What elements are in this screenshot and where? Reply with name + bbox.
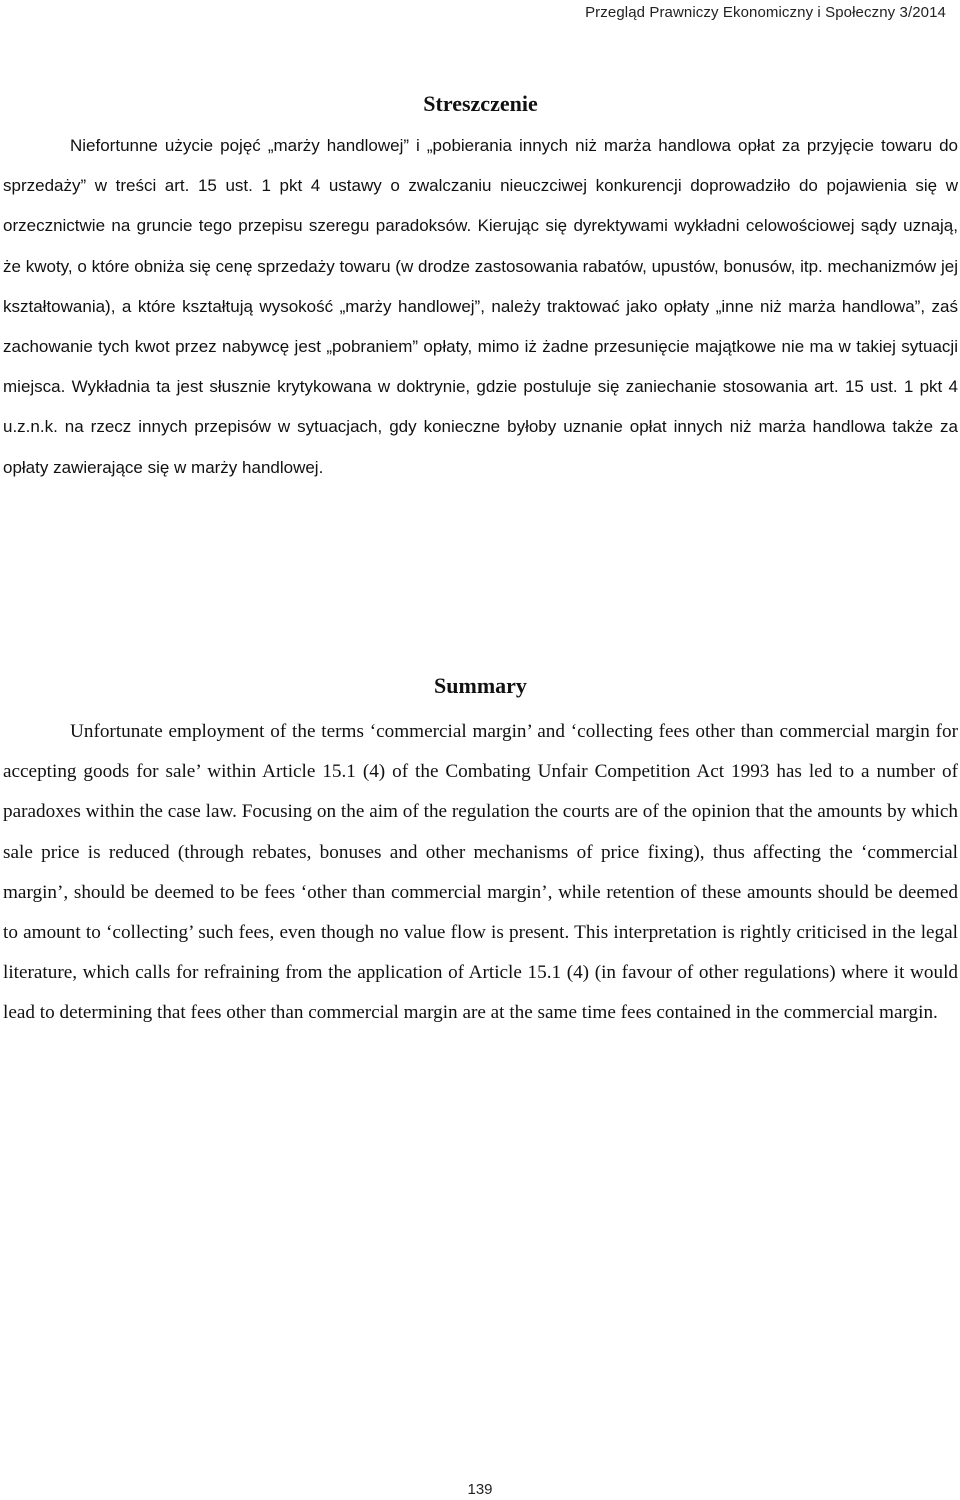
streszczenie-section: [3, 88, 958, 488]
streszczenie-heading: Streszczenie: [423, 91, 538, 116]
running-header: Przegląd Prawniczy Ekonomiczny i Społeczny 3/2014: [585, 4, 946, 21]
streszczenie-paragraph: Niefortunne użycie pojęć „marży handlowej” i „pobierania innych niż marża handlowa opłat za przyjęcie towaru do sprzedaży” w treści art. 15 ust. 1 pkt 4 ustawy o zwalczaniu nieuczciwej konkurencji doprowadziło do pojawienia się w orzecznictwie na gruncie tego przepisu szeregu paradoksów. Kierując się dyrektywami wykładni celowościowej sądy uznają, że kwoty, o które obniża się cenę sprzedaży towaru (w drodze zastosowania rabatów, upustów, bonusów, itp. mechanizmów jej kształtowania), a które kształtują wysokość „marży handlowej”, należy traktować jako opłaty „inne niż marża handlowa”, zaś zachowanie tych kwot przez nabywcę jest „pobraniem” opłaty, mimo iż żadne przesunięcie majątkowe nie ma w takiej sytuacji miejsca. Wykładnia ta jest słusznie krytykowana w doktrynie, gdzie postuluje się zaniechanie stosowania art. 15 ust. 1 pkt 4 u.z.n.k. na rzecz innych przepisów w sytuacjach, gdy konieczne byłoby uznanie opłat innych niż marża handlowa także za opłaty zawierające się w marży handlowej.: [3, 136, 958, 477]
page-number: 139: [467, 1481, 493, 1498]
summary-heading: Summary: [434, 673, 527, 698]
summary-paragraph: Unfortunate employment of the terms ‘commercial margin’ and ‘collecting fees other than commercial margin for accepting goods for sale’ within Article 15.1 (4) of the Combating Unfair Competition Act 1993 has led to a number of paradoxes within the case law. Focusing on the aim of the regulation the courts are of the opinion that the amounts by which sale price is reduced (through rebates, bonuses and other mechanisms of price fixing), thus affecting the ‘commercial margin’, should be deemed to be fees ‘other than commercial margin’, while retention of these amounts should be deemed to amount to ‘collecting’ such fees, even though no value flow is present. This interpretation is rightly criticised in the legal literature, which calls for refraining from the application of Article 15.1 (4) (in favour of other regulations) where it would lead to determining that fees other than commercial margin are at the same time fees contained in the commercial margin.: [3, 721, 958, 1024]
summary-section: [3, 670, 958, 1034]
